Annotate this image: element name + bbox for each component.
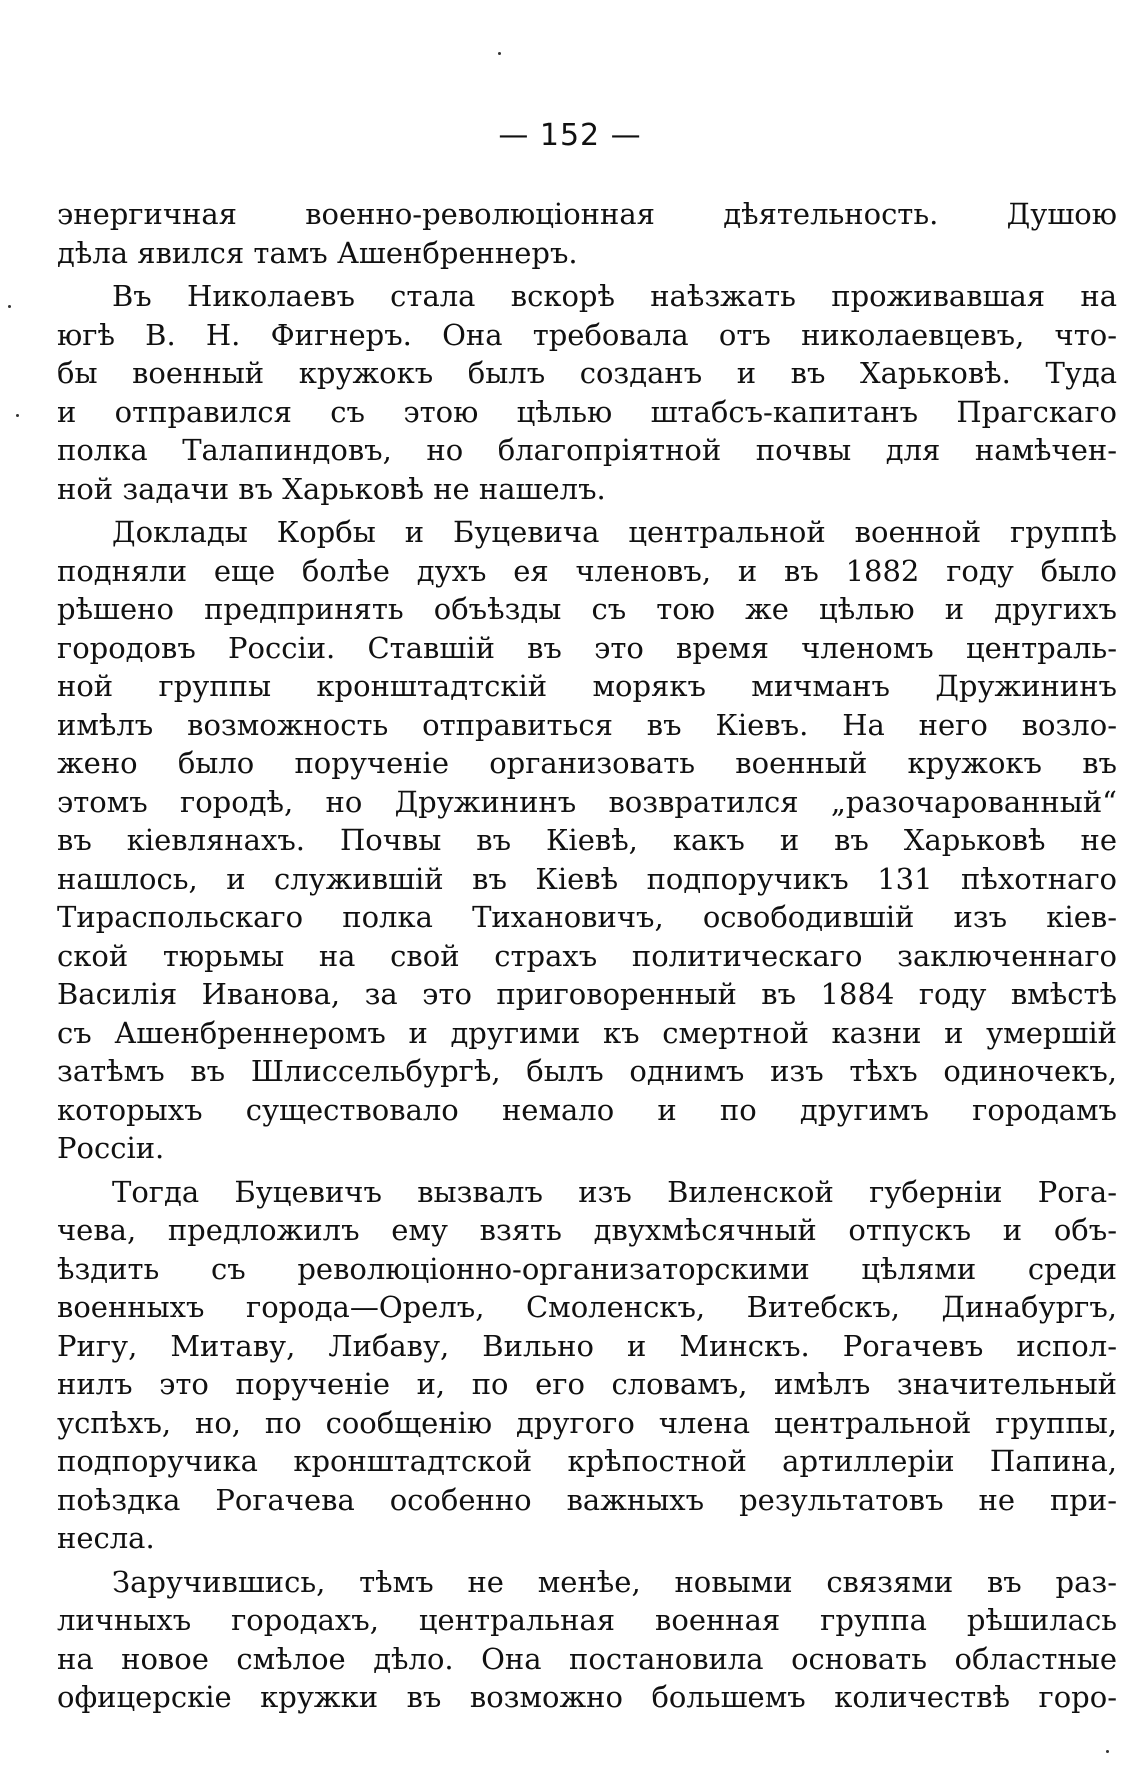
text-line: Въ Николаевъ стала вскорѣ наѣзжать проживавшая на	[112, 279, 1117, 313]
text-line: нилъ это порученіе и, по его словамъ, имѣлъ значительный	[57, 1367, 1117, 1401]
text-line: и отправился съ этою цѣлью штабсъ-капитанъ Прагскаго	[57, 394, 1117, 429]
text-line: Василія Иванова, за это приговоренный въ 1884 году вмѣстѣ	[57, 977, 1117, 1011]
text-line: полка Талапиндовъ, но благопріятной почвы для намѣчен-	[57, 433, 1117, 467]
text-line: офицерскіе кружки въ возможно большемъ количествѣ горо-	[57, 1680, 1117, 1714]
text-line: ѣздить съ революціонно-организаторскими цѣлями среди	[57, 1251, 1117, 1286]
text-line: съ Ашенбреннеромъ и другими къ смертной казни и умершій	[57, 1015, 1117, 1050]
text-line: Тираспольскаго полка Тихановичъ, освободившій изъ кіев-	[57, 900, 1117, 934]
text-line: ской тюрьмы на свой страхъ политическаго заключеннаго	[57, 938, 1117, 973]
scan-speck	[16, 414, 19, 417]
scan-speck	[8, 305, 11, 308]
body-text	[57, 195, 1117, 1717]
text-line: рѣшено предпринять объѣзды съ тою же цѣлью и другихъ	[57, 592, 1117, 626]
text-line: затѣмъ въ Шлиссельбургѣ, былъ однимъ изъ тѣхъ одиночекъ,	[57, 1054, 1117, 1088]
scan-speck	[498, 52, 501, 55]
text-line: бы военный кружокъ былъ созданъ и въ Харьковѣ. Туда	[57, 356, 1117, 390]
text-line: жено было порученіе организовать военный кружокъ въ	[57, 746, 1117, 780]
text-line: которыхъ существовало немало и по другимъ городамъ	[57, 1092, 1117, 1127]
text-line: Ригу, Митаву, Либаву, Вильно и Минскъ. Рогачевъ испол-	[57, 1328, 1117, 1363]
text-line: Россіи.	[57, 1131, 165, 1165]
text-line: въ кіевлянахъ. Почвы въ Кіевѣ, какъ и въ Харьковѣ не	[57, 823, 1117, 857]
text-line: на новое смѣлое дѣло. Она постановила основать областные	[57, 1641, 1117, 1676]
paragraph	[57, 513, 1117, 1168]
paragraph	[57, 277, 1117, 508]
scan-speck	[1106, 1750, 1109, 1753]
text-line: Заручившись, тѣмъ не менѣе, новыми связями въ раз-	[112, 1564, 1117, 1599]
text-line: ной группы кронштадтскій морякъ мичманъ Дружининъ	[57, 669, 1117, 703]
page-number: — 152 —	[498, 118, 642, 153]
paragraph	[57, 195, 1117, 272]
text-line: ной задачи въ Харьковѣ не нашелъ.	[57, 471, 606, 506]
text-line: Доклады Корбы и Буцевича центральной военной группѣ	[112, 515, 1117, 549]
text-line: подпоручика кронштадтской крѣпостной артиллеріи Папина,	[57, 1444, 1117, 1478]
paragraph	[57, 1173, 1117, 1558]
text-line: городовъ Россіи. Ставшій въ это время членомъ централь-	[57, 630, 1117, 665]
text-line: дѣла явился тамъ Ашенбреннеръ.	[57, 235, 578, 270]
text-line: этомъ городѣ, но Дружининъ возвратился „разочарованный“	[57, 784, 1117, 819]
text-line: чева, предложилъ ему взять двухмѣсячный отпускъ и объ-	[57, 1213, 1117, 1247]
text-line: военныхъ города—Орелъ, Смоленскъ, Витебскъ, Динабургъ,	[57, 1290, 1117, 1324]
text-line: нашлось, и служившій въ Кіевѣ подпоручикъ 131 пѣхотнаго	[57, 861, 1117, 896]
text-line: энергичная военно-революціонная дѣятельность. Душою	[57, 197, 1117, 231]
text-line: имѣлъ возможность отправиться въ Кіевъ. На него возло-	[57, 707, 1117, 742]
text-line: личныхъ городахъ, центральная военная группа рѣшилась	[57, 1603, 1117, 1637]
text-line: подняли еще болѣе духъ ея членовъ, и въ 1882 году было	[57, 553, 1117, 588]
paragraph	[57, 1563, 1117, 1717]
text-line: поѣздка Рогачева особенно важныхъ результатовъ не при-	[57, 1482, 1117, 1517]
text-line: югѣ В. Н. Фигнеръ. Она требовала отъ николаевцевъ, что-	[57, 317, 1117, 352]
text-line: несла.	[57, 1521, 155, 1555]
text-line: Тогда Буцевичъ вызвалъ изъ Виленской губерніи Рога-	[112, 1174, 1117, 1209]
text-line: успѣхъ, но, по сообщенію другого члена центральной группы,	[57, 1405, 1117, 1440]
